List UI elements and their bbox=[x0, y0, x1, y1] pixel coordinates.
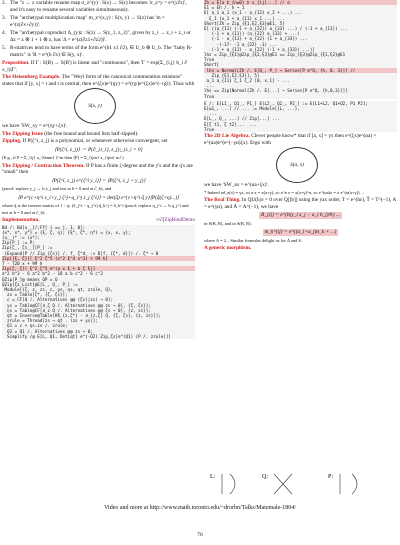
heisenberg-example: The Heisenberg Example. The "Weyl form of the canonical commutation relations" states that if [y, x] = t and t is central, then e^(ξx)e^(ηy) = e^(ηy)e^(ξx)e^(−ηξt). Thus with bbox=[2, 74, 195, 87]
code-line: lhs == Zip[Normal[Zh /. E[...] → Series[P e^Q, {h,0,3}]]] bbox=[204, 88, 348, 94]
left-column bbox=[2, 0, 195, 500]
zipping-issue: The Zipping Issue (the free bound and bound lists half-zipped). bbox=[2, 130, 139, 137]
morphism-diagram-q bbox=[262, 470, 307, 498]
code-line: ξ_1 (x_1 + a_{11} x_1 ...) ... bbox=[204, 15, 285, 21]
code-line: zrule = Thread[zs → qt . (zs + ys)]; bbox=[2, 318, 98, 324]
contraction-theorem: The Zipping / Contraction Theorem. If P has a finite ζ-degree and the y's and the q's are "small" then bbox=[2, 162, 193, 175]
item-4: 4. The "archetypal coproduct Δ_(y)z : S(z) → S(z_1, z_2)", given by z_i → z_i + z_i or Δz = z ⊗ 1 + 1 ⊗ z, has 'Δ = e^(z(∂z1+∂z2))'. bbox=[2, 30, 191, 43]
code-line: QZip[P_]@ means QP = Q bbox=[2, 276, 58, 282]
code-line: -(-17- -1 a_{22} -1) ... bbox=[204, 41, 278, 47]
code-line: ηs = Table@CF[∂_z Q /. Alternatives @@ ζs → 0], {z, zs}]; bbox=[2, 307, 151, 313]
code-line: c = CF[Q /. Alternatives @@ (ζs)|zs) → 0]; bbox=[2, 297, 113, 303]
code-line: Bd /: Bd[x__]/;Ff[ i == j, 1, 0]; bbox=[2, 224, 86, 230]
code-line: Zip_{ξ1,ξ2,ξ3}], 5] bbox=[204, 72, 260, 78]
code-line: True bbox=[204, 126, 215, 132]
code-line: (u__)* := (u*); bbox=[2, 234, 40, 240]
code-line: lhs = Normal[Zh /. E[Q_, P_] → Series[P e^Q, {h, 0, 3}]] // bbox=[204, 68, 397, 73]
code-line: Zh = E[a Σ_{n≥0} Σ x_{ij}...] // σ bbox=[204, 0, 397, 5]
footnote: * Indeed ad_a(x) = γx, so a·x = x(a+γ), so a^n x = x(a+γ)^n, so e^(αa)x = x e^(α(a+γ)) ... bbox=[204, 189, 364, 195]
zipping-def: Zipping. If P(ζ^i, z_j) is a polynomial, or whenever otherwise convergent, set bbox=[2, 138, 168, 144]
m-formula: m_k^{ij} = e^{(a_i+a_j)α_k + ...} bbox=[264, 229, 337, 236]
code-line: True bbox=[204, 93, 215, 99]
code-line: True bbox=[204, 57, 215, 63]
page-number: 76 bbox=[197, 532, 203, 538]
code-line: qt = Inverse@Table[Kδ_{z,ζ*} - ∂_{z,ζ} Q, {ζ, ζs}, {z, zs}]]; bbox=[2, 312, 161, 318]
generic-morphism: A generic morphism. bbox=[204, 245, 252, 252]
code-line: Q1 = c + ηs.zs /. zrule; bbox=[2, 323, 68, 329]
code-line: 7 - 720 x + 99 h bbox=[2, 260, 43, 266]
where-right: where A = 2... Similar formulas delight us for Δ and S. bbox=[204, 237, 303, 243]
code-line: {x*, x*, y*} = {ξ, ζ, η}; {ξ*, ζ*, η*} = {x, x, y}; bbox=[2, 229, 131, 235]
item-5: 5. R-matrices tend to have terms of the form e^(b1 x1 ∂2), ∈ U_b ⊗ U_b. The "baby R-matrix" is 'R = e^(b ∂x) ∈ S(y, x)'. bbox=[2, 45, 193, 58]
diagram-strands bbox=[340, 474, 357, 494]
code-line: E[ a_1 α_1 (x_1 - a_{12} x_2 + ...) ... bbox=[204, 10, 303, 16]
code-line: a_1 a_{11} ζ_1 ζ_2 [0, x_1] - ... bbox=[204, 78, 293, 84]
where-note: where q̃ is the inverse matrix of 1 − q: (δ_j^i − q_j^i) q̃_k^j = δ_k^i (proof: replace q_j^i → b q_j^i and test at b = 0 and at ∂_b). bbox=[2, 203, 189, 215]
code-line: a^2 b^3 - 6 a^2 b^2 - 18 a b c^2 - 6 c^2 bbox=[2, 271, 103, 277]
code-line: E[ ((a_{11} (-1 + a_{22}) a_{33} ...) / (-1 + a_{11}) ... bbox=[204, 26, 348, 32]
in-s-note: in S(B, B), and in S(B, B). bbox=[204, 220, 252, 226]
diagram-label-p: P: bbox=[328, 474, 334, 480]
diagram-label-l: L: bbox=[210, 474, 216, 480]
right-column bbox=[204, 0, 397, 500]
morphism-diagram-l bbox=[210, 470, 255, 498]
code-block-right-1 bbox=[204, 0, 397, 99]
footer bbox=[0, 505, 400, 511]
sw-ax-diagram bbox=[204, 147, 397, 181]
code-line: Simplify /@ E[L, Q1, Det[qt] e^(-Q2) Zip_ζs[e^(Q1) (P /. zrule)]] bbox=[2, 333, 171, 339]
diagram-strands bbox=[274, 474, 292, 494]
code-line: Zip[ζ, ζ][ ξ^2 ζ^5 e^(a x ξ + b ζ ξ)] bbox=[2, 266, 195, 271]
sw-circle: S(x, y) bbox=[74, 88, 116, 124]
r-matrix-formula: R_{ij} = e^{b(y_i x_j − a_i b_j)/ħ} ... bbox=[260, 212, 341, 219]
diagram-strands bbox=[222, 474, 235, 494]
lie-2d: The 2D Lie Algebra. Clever people know* that if [a, x] = γx then e^(ξx)e^(αa) = e^(αa)e^(e^(−γα)ξx). Ergo with bbox=[204, 133, 377, 146]
code-line: Module[{ζ, z, zs, c, ys, ηs, qt, zrule, Q}, bbox=[2, 286, 113, 292]
code-line: E[L_, Q_, ...] // Zip[...] ... bbox=[204, 116, 280, 122]
code-line: E1 = Eh /. h → 1 bbox=[204, 5, 245, 11]
code-block-right-2 bbox=[204, 101, 397, 132]
implementation-link[interactable]: ∞∂[ZipBindDemo bbox=[156, 217, 195, 223]
real-thing: The Real Thing. In QU(h)ε = 0 over Q[[b]] using the yax order, T = e^(hε), T̄ = T^(−1), A = e^(γα), and Ā = A^(−1), we have bbox=[204, 197, 396, 210]
code-line: Zip[{ξ, ζ}][ ξ^2 ζ^5 (x^2 ξ^4 x^3) + 99 h] bbox=[2, 256, 195, 261]
code-line: QZip[ζs_List]@E[L_, Q_, P_] := bbox=[2, 281, 78, 287]
code-line: (Expand[P // Zip_{ζs}] /. f_ ζ^d_ :> D[f, {ζ*, d}]) /. ζ* → 0 bbox=[2, 250, 159, 256]
zip-formula: ⟨P(ζ^i, z_j)⟩ := P(∂_{z_i}, z_j)|_{z_i = 0} bbox=[54, 146, 143, 153]
footer-link[interactable]: Video and more at http://www.math.toronto.edu/~drorbn/Talks/Matemale-1804/ bbox=[104, 505, 296, 511]
we-have-heisenberg: we have 'SW_xy = e^(ηy+ξx)'. bbox=[2, 123, 68, 129]
code-line: ... bbox=[204, 111, 217, 117]
we-have-2d: we have 'SW_ax = e^(αa+ξx)'. bbox=[204, 182, 269, 189]
diagram-label-q: Q: bbox=[262, 474, 268, 480]
item-2: 2. The "z → z variable rename map σ_z^(y) : S(z) → S(z) becomes 'σ_z^y = e^(y∂z)', and it's easy to rename several variables simultaneously. bbox=[2, 0, 187, 13]
sw-diagram bbox=[2, 88, 195, 122]
code-line: Zip[ζ_, ζs__][P_] := bbox=[2, 245, 53, 251]
code-line: lhs = Zip_{ξ1}@Zip_{ξ2,ξ3}@E1 == Zip_{ξ3}@Zip_{ξ1,ξ2}@E1 bbox=[204, 52, 346, 58]
morphism-diagram-p bbox=[328, 470, 373, 498]
code-line: (-1 - a_{11} + a_{22} (1 + a_{33}) ... bbox=[204, 36, 308, 42]
contraction-formula-1: ⟨P(ζ^i, z_j) e^{ζ^i y_i}⟩ = ⟨P(ζ^i, z_j + y_j)⟩ bbox=[51, 177, 146, 184]
code-line: zs = Table[ζ*, {ζ, ζs}]; bbox=[2, 292, 68, 298]
code-line: (-1 + a_{11} - a_{22} (-1 + a_{33}) ...)] bbox=[204, 46, 315, 52]
code-line: Short[Zh = Zip_{ξ1,ξ2,ξ3}@E1, 5] bbox=[204, 20, 285, 26]
sw-ax-circle: S(a, x) bbox=[276, 147, 318, 183]
proposition: Proposition. If Γ : S(B) → S(B') is linear and "continuous", then 'Γ = exp(Σ_{i,j} b_i ∂ x_i)|Γ'. bbox=[2, 60, 188, 73]
code-line: Zip[P_] := P; bbox=[2, 240, 35, 246]
code-line: E[ω1_, ...] // ... := Module[{L, ...}, bbox=[204, 106, 300, 112]
item-3: 3. The "archetypal multiplication map" m_z^(x,y) : S(x, y) → S(z) has 'm = e^(z(∂x+∂y))'. bbox=[2, 15, 165, 28]
code-line: E /: E[L1_, Q1_, P1_] E[L2_, Q2_, P2_] := E[L1+L2, Q1+Q2, P1 P2]; bbox=[204, 100, 368, 106]
code-line: Short[ bbox=[204, 62, 220, 68]
eg-note: (E.g., if P = Σ_{ij} a_{iknm} ζ^m then ⟨P⟩ = Σ_{ijm} a_{ijm} m!.) bbox=[2, 155, 124, 160]
code-line: ys = Table@CF[∂_ζ Q /. Alternatives @@ zs → 0], {ζ, ζs}]; bbox=[2, 302, 151, 308]
code-line: (-1 + a_{11}) (a_{22} a_{33} + ...) bbox=[204, 31, 300, 37]
code-line: E[ζ t1, ζ t2]... ... bbox=[204, 121, 257, 127]
code-line: Q2 = Q1 /. Alternatives @@ zs → 0; bbox=[2, 328, 93, 334]
proof-1: (proof: replace y_j → b y_j and test at h = 0 and at ∂_b), and bbox=[2, 186, 112, 191]
code-block-left bbox=[2, 225, 195, 339]
implementation: Implementation. ∞∂[ZipBindDemo bbox=[2, 217, 195, 223]
contraction-formula-2: ⟨P e^{c+η^i z_i+y_j ζ^j+q_i^j z_j ζ^i}⟩ = det(q̃) e^{c+η^i q̃ y}⟨P(q̃(ζ+η)...)⟩ bbox=[17, 194, 180, 201]
code-line: ... bbox=[204, 83, 215, 89]
